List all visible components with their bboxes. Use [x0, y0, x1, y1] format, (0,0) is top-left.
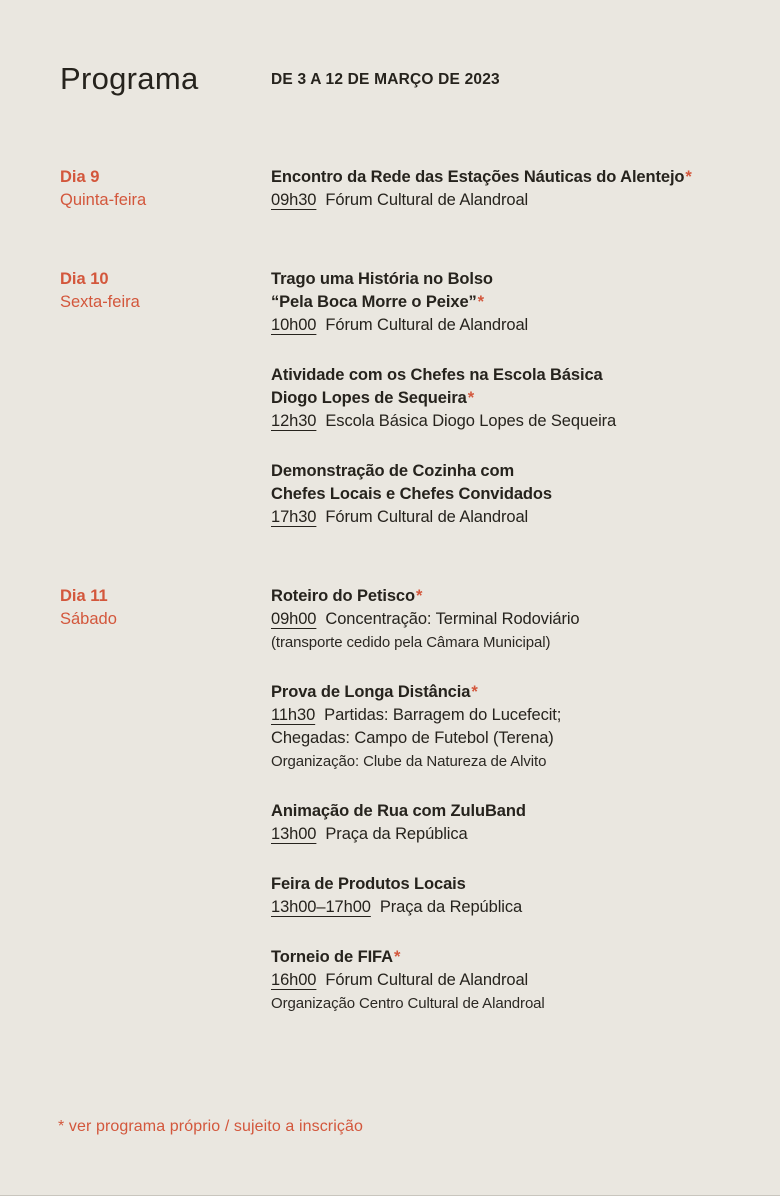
events-column — [271, 166, 742, 212]
event-detail — [271, 506, 742, 529]
day-section-9 — [60, 166, 742, 212]
event-time: 13h00–17h00 — [271, 898, 371, 916]
asterisk-marker: * — [477, 293, 484, 311]
event-location: Escola Básica Diogo Lopes de Sequeira — [325, 412, 617, 430]
event-note: Organização Centro Cultural de Alandroal — [271, 995, 545, 1012]
event — [271, 268, 742, 337]
event-detail — [271, 896, 742, 919]
event — [271, 364, 742, 433]
event-title-text: Torneio de FIFA — [271, 948, 393, 966]
header — [60, 62, 742, 96]
event-title — [271, 800, 742, 823]
event-time: 09h30 — [271, 191, 317, 209]
day-label — [60, 585, 271, 1015]
event-title — [271, 268, 742, 291]
event-detail — [271, 189, 742, 212]
asterisk-marker: * — [685, 168, 692, 186]
event-title — [271, 483, 742, 506]
event-location: Praça da República — [379, 898, 523, 916]
asterisk-marker: * — [415, 587, 423, 605]
event-detail — [271, 608, 742, 631]
event-title — [271, 387, 742, 410]
day-section-10 — [60, 268, 742, 529]
weekday-label: Sexta-feira — [60, 293, 140, 311]
asterisk-marker: * — [471, 683, 478, 701]
event-title-text: Chefes Locais e Chefes Convidados — [271, 485, 552, 503]
event-title-text: Demonstração de Cozinha com — [271, 462, 515, 480]
event-time: 10h00 — [271, 316, 317, 334]
page-title: Programa — [60, 61, 199, 96]
event — [271, 585, 742, 654]
weekday-label: Quinta-feira — [60, 191, 147, 209]
asterisk-marker: * — [393, 948, 401, 966]
event-detail — [271, 969, 742, 992]
event — [271, 946, 742, 1015]
event-detail — [271, 704, 742, 727]
asterisk-marker — [526, 802, 527, 820]
event-location: Concentração: Terminal Rodoviário — [325, 610, 580, 628]
event — [271, 800, 742, 846]
footnote: * ver programa próprio / sujeito a inscrição — [58, 1118, 363, 1135]
event-title-text: Encontro da Rede das Estações Náuticas do Alentejo — [271, 168, 685, 186]
event-title-text: Feira de Produtos Locais — [271, 875, 466, 893]
event-title-text: “Pela Boca Morre o Peixe” — [271, 293, 477, 311]
event-time: 16h00 — [271, 971, 317, 989]
event-title-text: Trago uma História no Bolso — [271, 270, 493, 288]
day-name: Dia 9 — [60, 168, 100, 186]
event-title — [271, 873, 742, 896]
event-location: Fórum Cultural de Alandroal — [325, 508, 529, 526]
date-range: DE 3 A 12 DE MARÇO DE 2023 — [271, 71, 500, 88]
event-title-text: Atividade com os Chefes na Escola Básica — [271, 366, 603, 384]
event-detail — [271, 410, 742, 433]
event-title — [271, 681, 742, 704]
event — [271, 681, 742, 773]
events-column — [271, 268, 742, 529]
asterisk-marker — [466, 875, 467, 893]
event-location: Fórum Cultural de Alandroal — [325, 971, 529, 989]
event-note: (transporte cedido pela Câmara Municipal) — [271, 634, 551, 651]
day-label — [60, 166, 271, 212]
asterisk-marker: * — [467, 389, 475, 407]
event-detail-line2: Chegadas: Campo de Futebol (Terena) — [271, 729, 554, 747]
event-location: Praça da República — [325, 825, 468, 843]
event — [271, 873, 742, 919]
event-location: Fórum Cultural de Alandroal — [325, 316, 529, 334]
events-column — [271, 585, 742, 1015]
event-title — [271, 291, 742, 314]
event — [271, 166, 742, 212]
event-location: Fórum Cultural de Alandroal — [325, 191, 529, 209]
event — [271, 460, 742, 529]
event-detail — [271, 314, 742, 337]
event-time: 12h30 — [271, 412, 317, 430]
event-title — [271, 585, 742, 608]
event-note: Organização: Clube da Natureza de Alvito — [271, 753, 547, 770]
day-section-11 — [60, 585, 742, 1015]
event-location: Partidas: Barragem do Lucefecit; — [324, 706, 562, 724]
day-label — [60, 268, 271, 529]
event-title-text: Prova de Longa Distância — [271, 683, 471, 701]
event-title-text: Roteiro do Petisco — [271, 587, 415, 605]
event-time: 11h30 — [271, 706, 316, 724]
event-title-text: Diogo Lopes de Sequeira — [271, 389, 467, 407]
event-title — [271, 364, 742, 387]
event-time: 13h00 — [271, 825, 317, 843]
day-name: Dia 10 — [60, 270, 109, 288]
day-name: Dia 11 — [60, 587, 108, 605]
asterisk-marker — [552, 485, 553, 503]
event-title-text: Animação de Rua com ZuluBand — [271, 802, 526, 820]
program-content — [60, 62, 742, 1015]
event-title — [271, 460, 742, 483]
event-time: 17h30 — [271, 508, 317, 526]
event-title — [271, 166, 742, 189]
weekday-label: Sábado — [60, 610, 117, 628]
event-time: 09h00 — [271, 610, 317, 628]
event-detail — [271, 823, 742, 846]
event-title — [271, 946, 742, 969]
